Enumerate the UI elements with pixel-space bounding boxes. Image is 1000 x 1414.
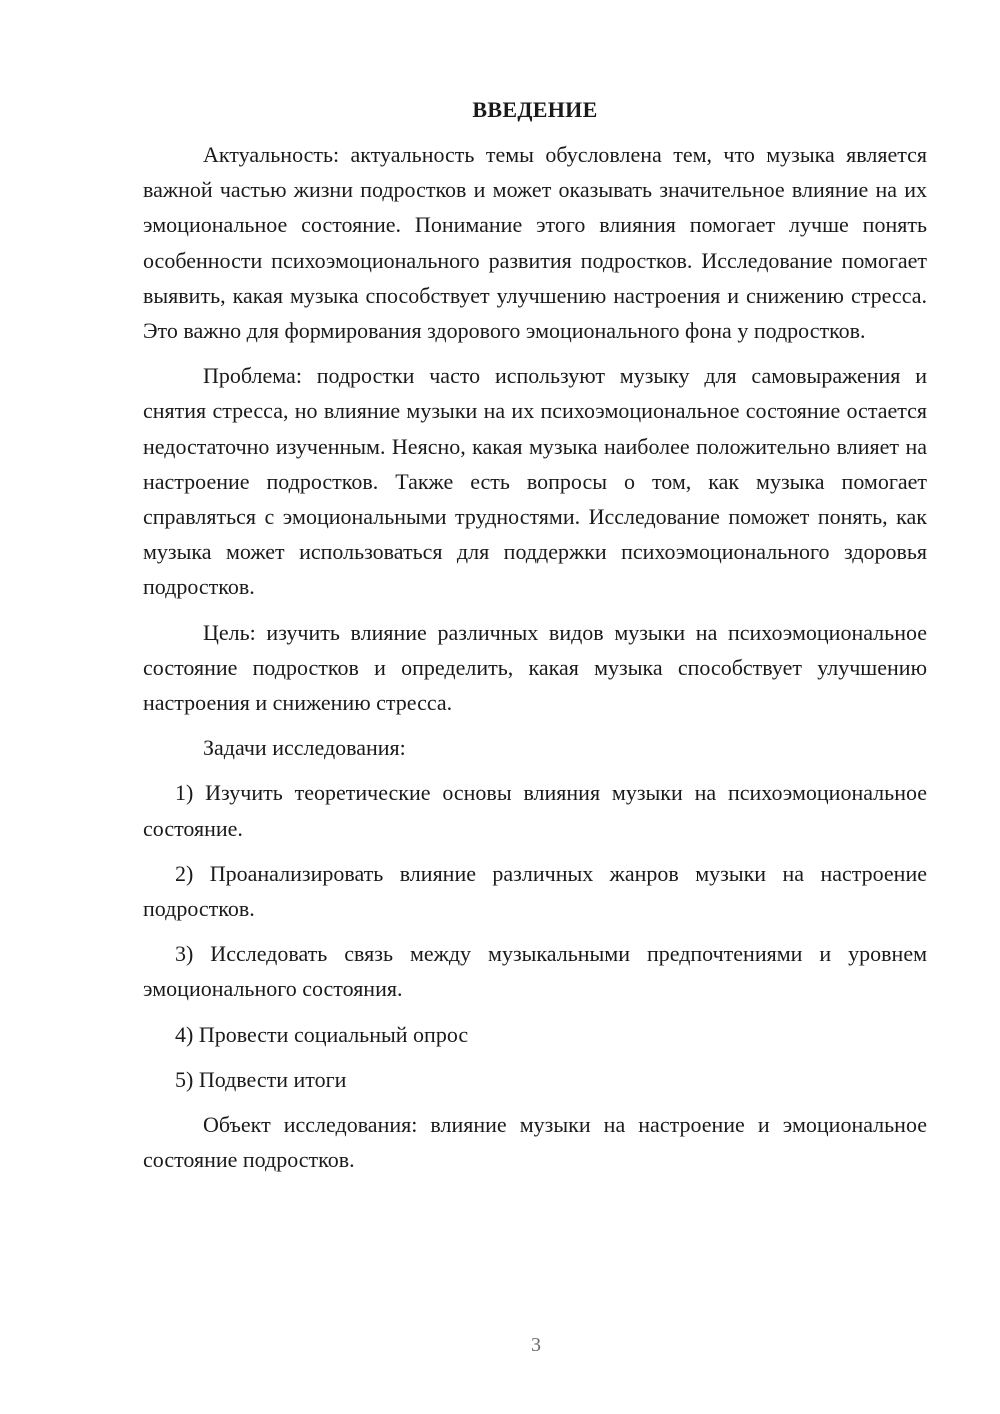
task-item: 4) Провести социальный опрос: [175, 1021, 469, 1047]
problem-paragraph: Проблема: подростки часто используют музыку для самовыражения и снятия стресса, но влияние музыки на их психоэмоциональное состояние остается недостаточно изученным. Неясно, какая музыка наиболее положительно влияет на настроение подростков. Также есть вопросы о том, как музыка помогает справляться с эмоциональными трудностями. Исследование поможет понять, как музыка может использоваться для поддержки психоэмоционального здоровья подростков.: [143, 363, 927, 600]
relevance-paragraph: Актуальность: актуальность темы обусловлена тем, что музыка является важной частью жизни подростков и может оказывать значительное влияние на их эмоциональное состояние. Понимание этого влияния помогает лучше понять особенности психоэмоционального развития подростков. Исследование помогает выявить, какая музыка способствует улучшению настроения и снижению стресса. Это важно для формирования здорового эмоционального фона у подростков.: [143, 142, 927, 344]
task-item: 1) Изучить теоретические основы влияния музыки на психоэмоциональное состояние.: [143, 780, 927, 841]
tasks-heading: Задачи исследования:: [203, 735, 406, 761]
page-number: 3: [531, 1334, 541, 1356]
task-item: 2) Проанализировать влияние различных жанров музыки на настроение подростков.: [143, 860, 927, 922]
page-title: ВВЕДЕНИЕ: [472, 97, 598, 122]
task-item: 5) Подвести итоги: [175, 1066, 347, 1092]
task-item: 3) Исследовать связь между музыкальными предпочтениями и уровнем эмоционального состояния.: [143, 941, 927, 1002]
document-page: [143, 92, 927, 1187]
goal-paragraph: Цель: изучить влияние различных видов музыки на психоэмоциональное состояние подростков и определить, какая музыка способствует улучшению настроения и снижению стресса.: [143, 619, 927, 716]
object-paragraph: Объект исследования: влияние музыки на настроение и эмоциональное состояние подростков.: [143, 1112, 927, 1173]
